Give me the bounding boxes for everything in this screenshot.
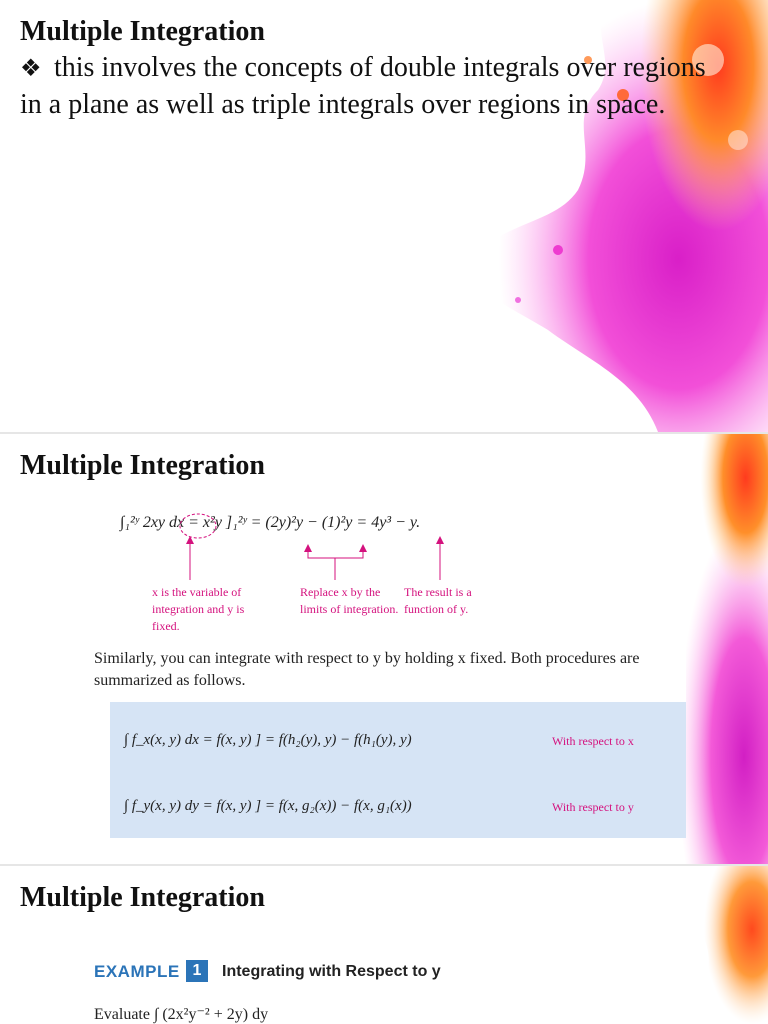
example-excerpt — [80, 948, 690, 1024]
annotation-arrows — [80, 496, 686, 596]
slide-3-title: Multiple Integration — [20, 882, 265, 913]
formula-respect-x: ∫ f_x(x, y) dx = f(x, y) ] = f(h₂(y), y) − f(h₁(y), y) — [124, 732, 412, 748]
bullet-point — [20, 50, 720, 123]
diamond-bullet-icon: ❖ — [20, 56, 42, 82]
bullet-text: this involves the concepts of double integrals over regions in a plane as well as triple integrals over regions in space. — [20, 52, 706, 120]
annotation-variable: x is the variable of integration and y is fixed. — [152, 585, 245, 633]
example-number-badge: 1 — [186, 960, 208, 982]
slide-2 — [0, 434, 768, 864]
example-title: Integrating with Respect to y — [222, 963, 441, 980]
annotation-result: The result is a function of y. — [404, 585, 472, 616]
example-label: EXAMPLE — [94, 962, 180, 981]
formula-respect-y: ∫ f_y(x, y) dy = f(x, y) ] = f(x, g₂(x)) − f(x, g₁(x)) — [124, 798, 412, 814]
slide-2-title: Multiple Integration — [20, 450, 265, 481]
label-respect-y: With respect to y — [552, 800, 634, 814]
textbook-excerpt — [80, 496, 686, 838]
annotation-replace: Replace x by the limits of integration. — [300, 585, 399, 616]
slide-1-title: Multiple Integration — [20, 16, 265, 47]
slide-1 — [0, 0, 768, 432]
summary-paragraph: Similarly, you can integrate with respect to y by holding x fixed. Both procedures are summarized as follows. — [94, 650, 640, 689]
label-respect-x: With respect to x — [552, 734, 634, 748]
summary-box — [110, 702, 686, 838]
slide-3 — [0, 866, 768, 1024]
example-equation: ∫₁²ʸ 2xy dx = x²y ]₁²ʸ = (2y)²y − (1)²y = 4y³ − y. — [120, 514, 421, 531]
evaluate-text: Evaluate ∫ (2x²y⁻² + 2y) dy — [94, 1006, 269, 1023]
